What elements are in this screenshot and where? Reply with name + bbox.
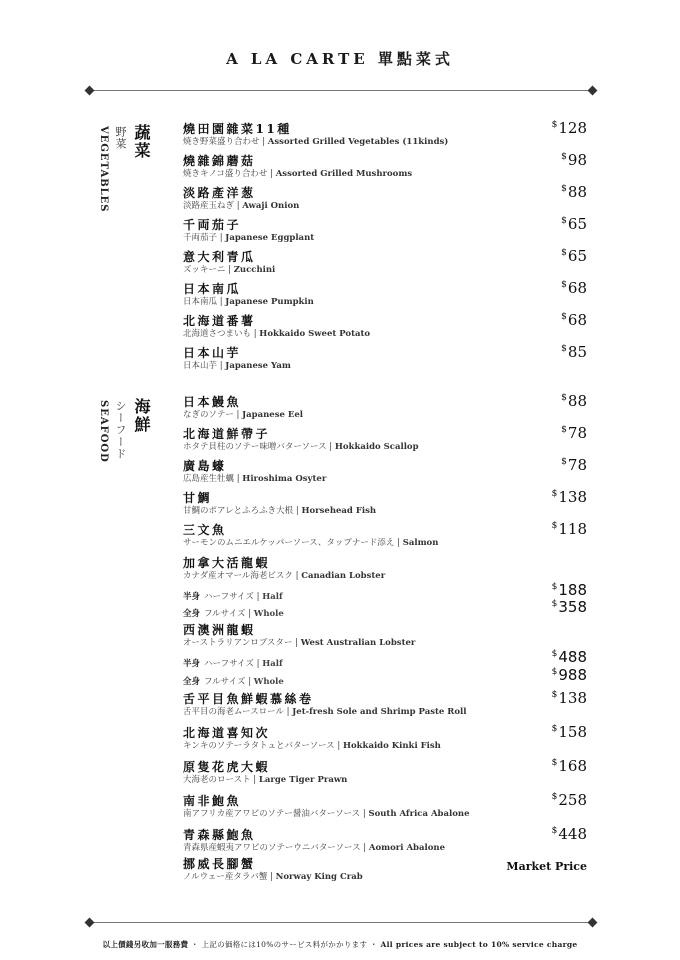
item-price [561, 183, 587, 201]
item-name: 西澳洲龍蝦 [183, 623, 256, 637]
separator: | [245, 677, 254, 687]
item-description [183, 775, 587, 786]
menu-item [183, 151, 587, 180]
item-description [183, 638, 587, 649]
item-desc-ja: 焼き野菜盛り合わせ [183, 137, 260, 147]
item-desc-en: Japanese Pumpkin [225, 297, 314, 307]
separator: | [259, 137, 268, 147]
item-desc-ja: 焼きキノコ盛り合わせ [183, 169, 268, 179]
size-price [552, 666, 587, 684]
item-desc-en: Jet-fresh Sole and Shrimp Paste Roll [292, 707, 467, 717]
currency-symbol: $ [551, 489, 558, 499]
menu-item [183, 825, 587, 854]
item-description [183, 538, 587, 549]
price-value: 138 [558, 689, 587, 707]
menu-item [183, 556, 587, 582]
menu-item [183, 623, 587, 649]
currency-symbol: $ [551, 758, 558, 768]
item-name: 千両茄子 [183, 218, 242, 232]
item-desc-ja: なぎのソテー [183, 410, 234, 420]
separator: | [292, 571, 302, 581]
item-name: 淡路產洋葱 [183, 186, 256, 200]
section-en: VEGETABLES [98, 126, 109, 213]
item-description [183, 137, 587, 148]
item-price [552, 757, 587, 775]
price-value: 488 [558, 648, 587, 666]
currency-symbol: $ [551, 792, 558, 802]
size-price [552, 598, 587, 616]
item-desc-en: Horsehead Fish [301, 506, 377, 516]
item-desc-ja: 千両茄子 [183, 233, 218, 243]
item-desc-ja: 舌平目の海老ムースロール [183, 707, 284, 717]
section-ja: シーフード [114, 400, 127, 460]
price-value: 78 [567, 424, 587, 442]
item-price [561, 424, 587, 442]
menu-item [183, 757, 587, 786]
item-name: 日本山芋 [183, 346, 242, 360]
footer-en: All prices are subject to 10% service charge [380, 940, 578, 949]
item-price: Market Price [506, 860, 587, 873]
item-name: 廣島蠔 [183, 459, 227, 473]
section-ja: 野菜 [114, 126, 127, 150]
currency-symbol: $ [561, 152, 567, 162]
separator: | [217, 361, 226, 371]
item-desc-ja: ホタテ貝柱のソテー味噌バターソース [183, 442, 327, 452]
price-value: 358 [558, 598, 587, 616]
size-en: Whole [253, 677, 284, 687]
separator: | [250, 775, 259, 785]
item-description [183, 201, 587, 212]
item-price [561, 456, 587, 474]
item-name: 燒田園雜菜11種 [183, 122, 292, 136]
currency-symbol: $ [561, 425, 567, 435]
item-desc-ja: キンキのソテーラタトュとバターソース [183, 741, 335, 751]
item-description [183, 843, 587, 854]
size-ja: ハーフサイズ [204, 592, 254, 602]
currency-symbol: $ [551, 582, 558, 592]
item-name: 北海道鮮帶子 [183, 427, 271, 441]
menu-item [183, 247, 587, 276]
item-price [561, 247, 587, 265]
separator: | [283, 707, 293, 717]
item-name: 舌平目魚鮮蝦慕絲卷 [183, 692, 314, 706]
item-desc-ja: ズッキーニ [183, 265, 226, 275]
separator: | [267, 169, 276, 179]
footer-dot: ・ [191, 940, 199, 949]
item-desc-en: Salmon [402, 538, 439, 548]
menu-item [183, 520, 587, 549]
price-value: 118 [558, 520, 587, 538]
item-price [561, 151, 587, 169]
item-price [552, 488, 587, 506]
item-desc-en: Japanese Yam [225, 361, 291, 371]
item-desc-en: Norway King Crab [275, 872, 363, 882]
separator: | [217, 297, 226, 307]
item-desc-ja: 広島産生牡蠣 [183, 474, 235, 484]
section-en: SEAFOOD [98, 400, 109, 463]
item-description [183, 474, 587, 485]
item-price [552, 689, 587, 707]
item-price [552, 119, 587, 137]
separator: | [292, 638, 301, 648]
item-price [552, 520, 587, 538]
menu-item [183, 343, 587, 372]
item-description [183, 571, 587, 582]
price-value: 65 [567, 215, 587, 233]
item-desc-en: West Australian Lobster [300, 638, 416, 648]
currency-symbol: $ [551, 521, 558, 531]
top-divider [90, 90, 592, 91]
currency-symbol: $ [551, 120, 558, 130]
size-option [183, 666, 587, 687]
currency-symbol: $ [551, 724, 558, 734]
item-name: 日本南瓜 [183, 282, 242, 296]
menu-item [183, 689, 587, 718]
item-description [183, 442, 587, 453]
currency-symbol: $ [561, 216, 567, 226]
size-zh: 半身 [183, 659, 201, 669]
price-value: 168 [558, 757, 587, 775]
item-name: 燒雜錦蘑菇 [183, 154, 256, 168]
item-desc-en: Japanese Eggplant [225, 233, 315, 243]
menu-item [183, 279, 587, 308]
currency-symbol: $ [551, 599, 558, 609]
menu-item [183, 119, 587, 148]
separator: | [233, 410, 243, 420]
item-desc-en: Hokkaido Sweet Potato [259, 329, 371, 339]
price-value: 78 [567, 456, 587, 474]
item-name: 加拿大活龍蝦 [183, 556, 271, 570]
size-zh: 全身 [183, 609, 201, 619]
item-name: 日本鰻魚 [183, 395, 242, 409]
item-desc-en: Hokkaido Kinki Fish [342, 741, 441, 751]
price-value: 158 [558, 723, 587, 741]
price-value: 138 [558, 488, 587, 506]
item-description [183, 506, 587, 517]
item-desc-ja: 南アフリカ産アワビのソテー醤油バターソース [183, 809, 361, 819]
separator: | [394, 538, 403, 548]
price-value: 68 [567, 279, 587, 297]
item-desc-ja: 北海道さつまいも [183, 329, 252, 339]
size-option [183, 648, 587, 669]
price-value: 448 [558, 825, 587, 843]
item-description [183, 329, 587, 340]
item-desc-en: South Africa Abalone [368, 809, 470, 819]
item-description [183, 361, 587, 372]
section-zh: 海鮮 [132, 398, 151, 434]
item-price [552, 723, 587, 741]
item-desc-ja: 青森県産蝦夷アワビのソテーウニバターソース [183, 843, 361, 853]
currency-symbol: $ [561, 457, 567, 467]
item-desc-en: Assorted Grilled Vegetables (11kinds) [267, 137, 449, 147]
separator: | [253, 659, 263, 669]
item-desc-en: Hiroshima Osyter [242, 474, 327, 484]
price-value: 98 [567, 151, 587, 169]
item-desc-en: Aomori Abalone [368, 843, 445, 853]
price-value: 88 [567, 183, 587, 201]
item-desc-ja: 大海老のロースト [183, 775, 251, 785]
footer-dot: ・ [369, 940, 378, 949]
price-value: 988 [558, 666, 587, 684]
size-price [552, 581, 587, 599]
item-name: 意大利青瓜 [183, 250, 256, 264]
item-name: 北海道喜知次 [183, 726, 271, 740]
page-title: A LA CARTE 單點菜式 [226, 50, 454, 68]
menu-item [183, 424, 587, 453]
menu-item [183, 215, 587, 244]
currency-symbol: $ [551, 690, 558, 700]
item-desc-ja: サーモンのムニエルケッパーソース、タップナード添え [183, 538, 395, 548]
size-ja: フルサイズ [204, 609, 246, 619]
item-name: 原隻花虎大蝦 [183, 760, 271, 774]
item-desc-ja: 淡路産玉ねぎ [183, 201, 235, 211]
item-desc-en: Awaji Onion [242, 201, 300, 211]
separator: | [234, 474, 243, 484]
separator: | [253, 592, 263, 602]
item-description [183, 809, 587, 820]
item-name: 三文魚 [183, 523, 227, 537]
section-zh: 蔬菜 [132, 124, 151, 160]
menu-item [183, 311, 587, 340]
size-option [183, 581, 587, 602]
menu-item [183, 723, 587, 752]
item-price [552, 791, 587, 809]
separator: | [360, 809, 369, 819]
separator: | [360, 843, 369, 853]
item-desc-en: Canadian Lobster [301, 571, 386, 581]
price-value: 68 [567, 311, 587, 329]
item-description [183, 410, 587, 421]
item-price [561, 215, 587, 233]
size-zh: 全身 [183, 677, 201, 687]
item-description [183, 741, 587, 752]
item-desc-en: Zucchini [233, 265, 276, 275]
menu-item [183, 791, 587, 820]
currency-symbol: $ [551, 649, 558, 659]
separator: | [326, 442, 335, 452]
currency-symbol: $ [561, 184, 567, 194]
menu-item [183, 183, 587, 212]
price-value: 258 [558, 791, 587, 809]
section-label-seafood [95, 398, 153, 463]
item-description [183, 233, 587, 244]
item-price [561, 311, 587, 329]
item-desc-ja: 日本山芋 [183, 361, 218, 371]
currency-symbol: $ [551, 667, 558, 677]
separator: | [225, 265, 234, 275]
item-description [183, 169, 587, 180]
currency-symbol: $ [551, 826, 558, 836]
price-value: 85 [567, 343, 587, 361]
price-value: 128 [558, 119, 587, 137]
menu-item [183, 488, 587, 517]
footer-zh: 以上價錢另收加一服務費 [102, 940, 189, 949]
price-value: 88 [567, 392, 587, 410]
item-price [552, 825, 587, 843]
item-desc-en: Large Tiger Prawn [258, 775, 348, 785]
separator: | [293, 506, 302, 516]
item-description [183, 872, 587, 883]
size-zh: 半身 [183, 592, 201, 602]
item-desc-en: Hokkaido Scallop [334, 442, 419, 452]
item-desc-ja: カナダ産オマール海老ビスク [183, 571, 293, 581]
item-price [561, 392, 587, 410]
item-desc-en: Japanese Eel [242, 410, 303, 420]
item-desc-ja: ノルウェー産タラバ蟹 [183, 872, 268, 882]
item-name: 南非鮑魚 [183, 794, 242, 808]
item-price [561, 279, 587, 297]
item-name: 甘鯛 [183, 491, 213, 505]
service-charge-note [0, 939, 680, 950]
item-name: 北海道番薯 [183, 314, 256, 328]
separator: | [217, 233, 226, 243]
separator: | [234, 201, 243, 211]
bottom-divider [90, 922, 592, 923]
price-value: 188 [558, 581, 587, 599]
item-desc-ja: オーストラリアンロブスター [183, 638, 293, 648]
item-description [183, 707, 587, 718]
size-option [183, 598, 587, 619]
currency-symbol: $ [561, 344, 567, 354]
size-en: Half [262, 592, 283, 602]
currency-symbol: $ [561, 248, 567, 258]
price-value: 65 [567, 247, 587, 265]
size-en: Half [262, 659, 283, 669]
footer-ja: 上記の価格には10%のサービス料がかかります [201, 940, 368, 949]
separator: | [251, 329, 260, 339]
item-desc-ja: 甘鯛のポアレとふろふき大根 [183, 506, 294, 516]
size-price [552, 648, 587, 666]
menu-item [183, 456, 587, 485]
size-ja: ハーフサイズ [204, 659, 254, 669]
item-name: 青森縣鮑魚 [183, 828, 256, 842]
section-label-vegetables [95, 124, 153, 213]
item-description [183, 265, 587, 276]
item-desc-ja: 日本南瓜 [183, 297, 218, 307]
currency-symbol: $ [561, 393, 567, 403]
currency-symbol: $ [561, 280, 567, 290]
size-en: Whole [253, 609, 284, 619]
item-description [183, 297, 587, 308]
currency-symbol: $ [561, 312, 567, 322]
item-desc-en: Assorted Grilled Mushrooms [275, 169, 413, 179]
menu-item [183, 392, 587, 421]
item-price [561, 343, 587, 361]
item-name: 挪威長腳蟹 [183, 857, 256, 871]
size-ja: フルサイズ [204, 677, 246, 687]
separator: | [334, 741, 343, 751]
menu-item [183, 857, 587, 883]
separator: | [245, 609, 254, 619]
separator: | [267, 872, 276, 882]
